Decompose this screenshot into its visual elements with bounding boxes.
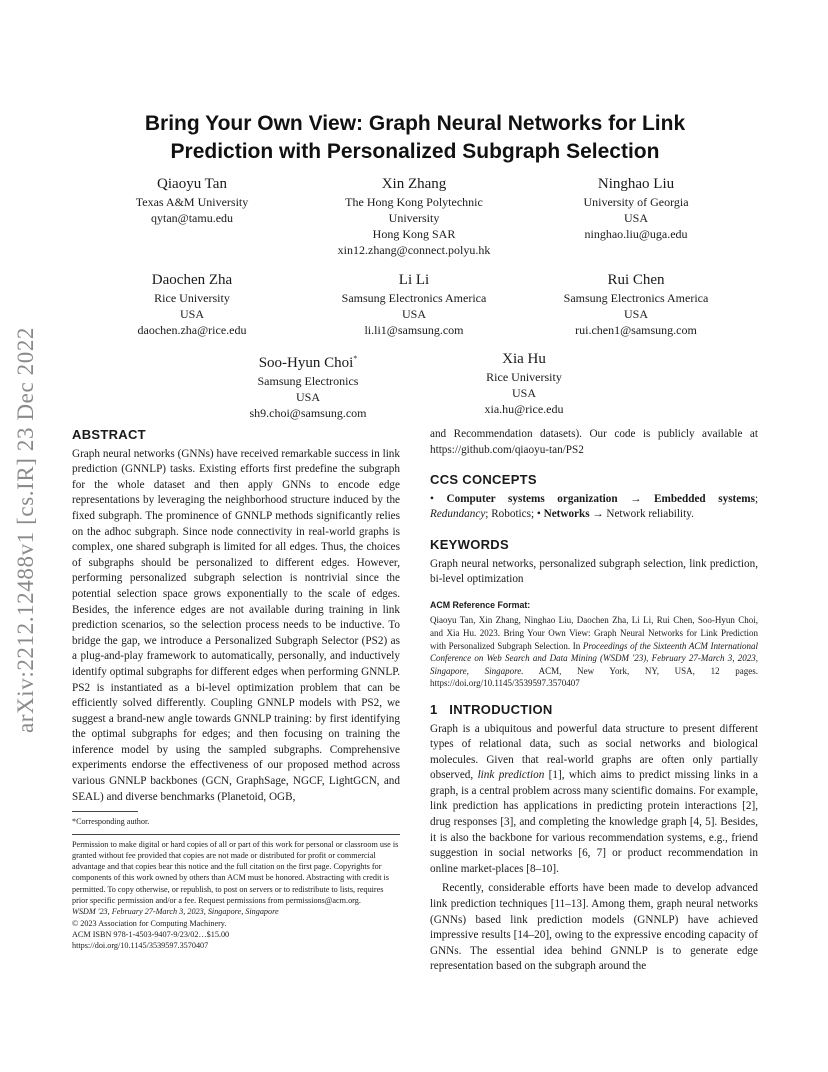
- author-block: [206, 349, 410, 421]
- author-location: USA: [401, 307, 426, 321]
- intro-paragraph-2: Recently, considerable efforts have been made to develop advanced link prediction techniques [11–13]. Among them, graph neural networks (GNNs) based link prediction models (GNNLP) have achieved impressive results [14–20], owing to the expressive encoding capacity of GNNs. The essential idea behind GNNLP is to generate edge representation based on the subgraph around the: [430, 882, 758, 973]
- venue-line: WSDM '23, February 27-March 3, 2023, Singapore, Singapore: [72, 907, 279, 917]
- permission-divider: [72, 834, 400, 835]
- author-name: Daochen Zha: [151, 272, 233, 288]
- corresponding-author-mark: *: [353, 354, 358, 363]
- author-block: [422, 349, 626, 417]
- author-email: sh9.choi@samsung.com: [249, 406, 367, 420]
- copyright-line: © 2023 Association for Computing Machinery.: [72, 918, 227, 928]
- title-line-1: Bring Your Own View: Graph Neural Networks for Link: [144, 112, 686, 135]
- acm-reference-heading: ACM Reference Format:: [430, 599, 531, 610]
- section-number: 1: [430, 701, 438, 717]
- author-block: [310, 174, 518, 258]
- author-email: xia.hu@rice.edu: [484, 402, 564, 416]
- introduction-heading: [430, 702, 758, 718]
- section-title: INTRODUCTION: [449, 701, 553, 717]
- author-name: Xia Hu: [502, 351, 546, 367]
- doi-line: https://doi.org/10.1145/3539597.3570407: [72, 941, 209, 951]
- ccs-heading: CCS CONCEPTS: [430, 472, 537, 488]
- author-block: [310, 270, 518, 338]
- arxiv-stamp-text: arXiv:2212.12488v1 [cs.IR] 23 Dec 2022: [13, 326, 38, 734]
- permission-notice: Permission to make digital or hard copies of all or part of this work for personal or classroom use is granted without fee provided that copies are not made or distributed for profit or commercial advantage and that copies bear this notice and the full citation on the first page. Copyrights for components of this work owned by others than ACM must be honored. Abstracting with credit is permitted. To copy otherwise, or republish, to post on servers or to redistribute to lists, requires prior specific permission and/or a fee. Request permissions from permissions@acm.org.: [72, 839, 399, 906]
- abstract-text: Graph neural networks (GNNs) have received remarkable success in link prediction (GNNLP) tasks. Existing efforts first predefine the subgraph for the whole dataset and then apply GNNs to encode edge representations by leveraging the neighborhood structure induced by the fixed subgraph. The prominence of GNNLP methods significantly relies on the adhoc subgraph. Since node connectivity in real-world graphs is complex, one shared subgraph is limited for all edges. Thus, the choices of subgraphs should be personalized to different edges. However, performing personalized subgraph selection is nontrivial since the potential selection space grows exponentially to the scale of edges. Besides, the inference edges are not available during training in link prediction scenarios, so the selection process needs to be inductive. To bridge the gap, we introduce a Personalized Subgraph Selector (PS2) as a plug-and-play framework to automatically, personally, and inductively identify optimal subgraphs for different edges when performing GNNLP. PS2 is instantiated as a bi-level optimization problem that can be efficiently solved differently. Coupling GNNLP models with PS2, we suggest a brand-new angle towards GNNLP training: by first identifying the optimal subgraphs for edges; and then focusing on training the inference model by using the sampled subgraphs. Comprehensive experiments endorse the effectiveness of our proposed method across various GNNLP backbones (GCN, GraphSage, NGCF, LightGCN, and SEAL) and diverse benchmarks (Planetoid, OGB,: [72, 447, 400, 803]
- ccs-concepts-text: • Computer systems organization → Embedded systems; Redundancy; Robotics; • Networks → Network reliability.: [430, 492, 759, 521]
- keywords-heading: KEYWORDS: [430, 536, 509, 552]
- footnote-divider: [72, 811, 138, 812]
- author-email: li.li1@samsung.com: [364, 323, 464, 337]
- author-affiliation: University of Georgia: [583, 195, 689, 209]
- left-column: [72, 427, 400, 952]
- title-line-2: Prediction with Personalized Subgraph Selection: [170, 140, 660, 163]
- author-name: Soo-Hyun Choi*: [258, 354, 358, 371]
- author-block: [90, 174, 294, 226]
- author-email: qytan@tamu.edu: [150, 211, 234, 225]
- author-affiliation: Rice University: [154, 291, 230, 305]
- author-location: USA: [295, 390, 320, 404]
- paper-title: [100, 110, 730, 166]
- corresponding-author-footnote: *Corresponding author.: [72, 817, 150, 827]
- author-block: [534, 270, 738, 338]
- acm-reference-text: Qiaoyu Tan, Xin Zhang, Ninghao Liu, Daochen Zha, Li Li, Rui Chen, Soo-Hyun Choi, and Xia Hu. 2023. Bring Your Own View: Graph Neural Networks for Link Prediction with Personalized Subgraph Selection. In Proceedings of the Sixteenth ACM International Conference on Web Search and Data Mining (WSDM '23), February 27-March 3, 2023, Singapore, Singapore. ACM, New York, NY, USA, 12 pages. https://doi.org/10.1145/3539597.3570407: [430, 615, 758, 689]
- author-name: Qiaoyu Tan: [157, 176, 227, 192]
- author-block: [534, 174, 738, 242]
- author-location: USA: [623, 307, 648, 321]
- author-location: USA: [179, 307, 204, 321]
- arxiv-identifier-stamp: [0, 300, 56, 760]
- author-affiliation: Rice University: [486, 370, 562, 384]
- author-location: USA: [623, 211, 648, 225]
- abstract-continuation: and Recommendation datasets). Our code is publicly available at https://github.com/qiaoyu-tan/PS2: [430, 428, 758, 456]
- right-column: [430, 427, 758, 975]
- author-email: ninghao.liu@uga.edu: [584, 227, 688, 241]
- author-affiliation: University: [388, 211, 440, 225]
- author-affiliation: Samsung Electronics: [257, 374, 359, 388]
- intro-paragraph-1: Graph is a ubiquitous and powerful data structure to present different types of relational data, such as social networks and biological molecules. Given that real-world graphs are often only partially observed, link prediction [1], which aims to predict missing links in a graph, is a central problem across many scientific domains. For example, link prediction has applications in predicting protein interactions [2], drug responses [3], and completing the knowledge graph [4, 5]. Besides, it is also the backbone for various recommendation systems, e.g., friend suggestion in social networks [6, 7] or product recommendation in online market-places [8–10].: [430, 722, 758, 875]
- isbn-line: ACM ISBN 978-1-4503-9407-9/23/02…$15.00: [72, 929, 230, 939]
- author-name: Xin Zhang: [381, 176, 447, 192]
- author-affiliation: Texas A&M University: [135, 195, 249, 209]
- author-affiliation: Samsung Electronics America: [341, 291, 487, 305]
- author-email: rui.chen1@samsung.com: [575, 323, 697, 337]
- author-location: Hong Kong SAR: [372, 227, 456, 241]
- author-location: USA: [511, 386, 536, 400]
- author-affiliation: The Hong Kong Polytechnic: [345, 195, 483, 209]
- author-name: Li Li: [398, 272, 430, 288]
- author-block: [90, 270, 294, 338]
- keywords-text: Graph neural networks, personalized subgraph selection, link prediction, bi-level optimization: [430, 557, 758, 586]
- abstract-heading: ABSTRACT: [72, 427, 146, 442]
- author-affiliation: Samsung Electronics America: [563, 291, 709, 305]
- author-email: xin12.zhang@connect.polyu.hk: [337, 243, 491, 257]
- author-email: daochen.zha@rice.edu: [137, 323, 247, 337]
- author-name: Rui Chen: [607, 272, 665, 288]
- author-name: Ninghao Liu: [597, 176, 675, 192]
